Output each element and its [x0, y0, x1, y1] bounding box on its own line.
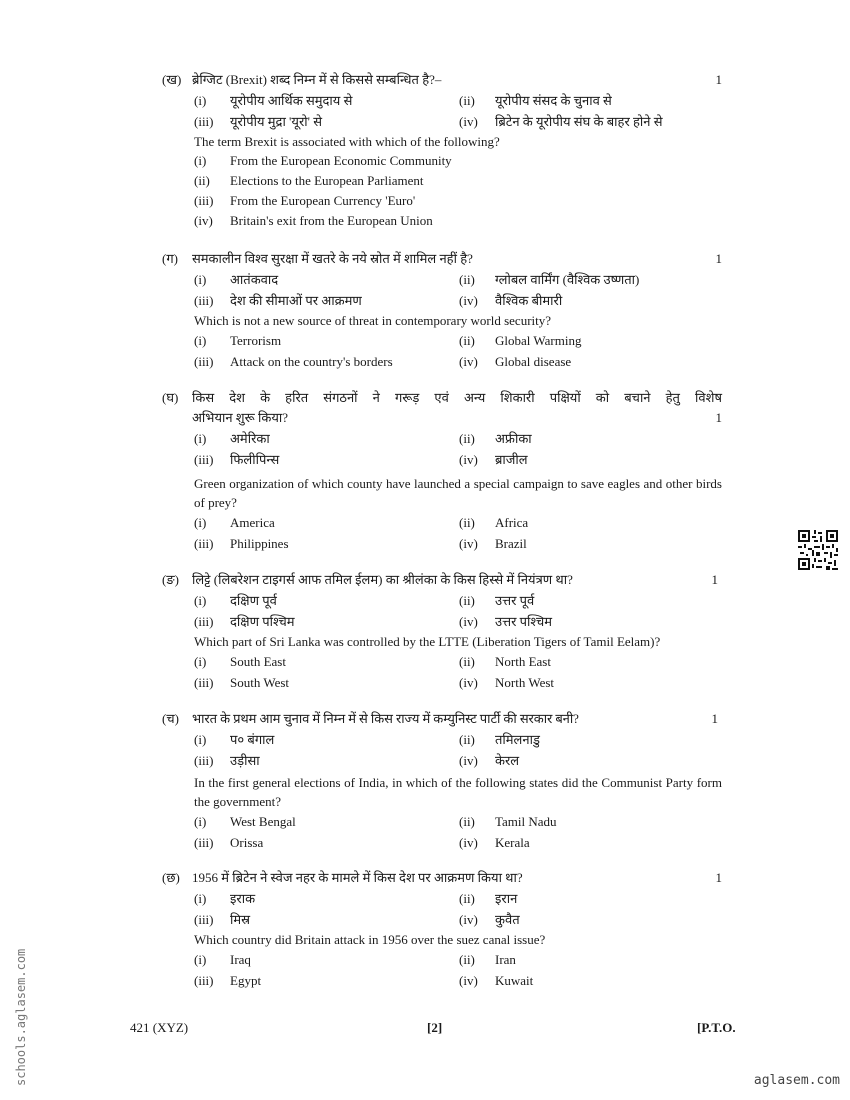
- option-english-iii: (iii) South West: [194, 675, 290, 690]
- option-english-ii: (ii) Global Warming: [459, 333, 582, 348]
- option-hindi-i: (i) दक्षिण पूर्व: [194, 593, 277, 608]
- question-gha: [162, 388, 722, 554]
- question-number: (छ): [162, 870, 180, 885]
- option-english-iii: (iii) From the European Currency 'Euro': [194, 193, 416, 208]
- question-nga: [162, 570, 722, 693]
- question-ga: [162, 249, 722, 372]
- question-text-english: Which is not a new source of threat in contemporary world security?: [194, 313, 552, 328]
- option-english-ii: (ii) North East: [459, 654, 551, 669]
- question-marks: 1: [715, 410, 722, 425]
- question-number: (घ): [162, 390, 179, 405]
- question-text-hindi: लिट्टे (लिबरेशन टाइगर्स आफ तमिल ईलम) का श्रीलंका के किस हिस्से में नियंत्रण था?: [192, 572, 573, 587]
- option-hindi-i: (i) प० बंगाल: [194, 732, 275, 747]
- question-marks: 1: [715, 870, 722, 885]
- option-english-iv: (iv) North West: [459, 675, 555, 690]
- question-marks: 1: [715, 251, 722, 266]
- question-text-english: Which part of Sri Lanka was controlled by the LTTE (Liberation Tigers of Tamil Eelam)?: [194, 634, 661, 649]
- option-hindi-i: (i) आतंकवाद: [194, 272, 279, 287]
- option-english-iv: (iv) Britain's exit from the European Union: [194, 213, 433, 228]
- question-text-english: Which country did Britain attack in 1956 over the suez canal issue?: [194, 932, 546, 947]
- option-hindi-ii: (ii) अफ्रीका: [459, 431, 532, 446]
- option-hindi-iii: (iii) मिस्र: [194, 912, 251, 927]
- option-english-iv: (iv) Kerala: [459, 835, 530, 850]
- option-hindi-i: (i) इराक: [194, 891, 256, 906]
- question-kha: [162, 70, 722, 231]
- option-hindi-iv: (iv) केरल: [459, 753, 520, 768]
- option-hindi-iii: (iii) उड़ीसा: [194, 753, 260, 768]
- question-text-hindi: समकालीन विश्व सुरक्षा में खतरे के नये स्रोत में शामिल नहीं है?: [192, 251, 473, 266]
- qr-code-icon: [798, 530, 838, 570]
- option-hindi-iv: (iv) उत्तर पश्चिम: [459, 614, 552, 629]
- question-number: (च): [162, 711, 179, 726]
- question-chha: [162, 868, 722, 991]
- question-number: (ग): [162, 251, 178, 266]
- option-hindi-iii: (iii) देश की सीमाओं पर आक्रमण: [194, 293, 362, 308]
- option-hindi-ii: (ii) ग्लोबल वार्मिंग (वैश्विक उष्णता): [459, 272, 640, 287]
- please-turn-over: [P.T.O.: [697, 1020, 736, 1035]
- question-marks: 1: [711, 572, 718, 587]
- option-english-iv: (iv) Kuwait: [459, 973, 534, 988]
- question-text-hindi: भारत के प्रथम आम चुनाव में निम्न में से किस राज्य में कम्युनिस्ट पार्टी की सरकार बनी?: [192, 711, 579, 726]
- option-english-i: (i) Iraq: [194, 952, 251, 967]
- option-english-ii: (ii) Elections to the European Parliament: [194, 173, 424, 188]
- question-text-hindi: 1956 में ब्रिटेन ने स्वेज नहर के मामले में किस देश पर आक्रमण किया था?: [192, 870, 523, 885]
- option-hindi-iii: (iii) दक्षिण पश्चिम: [194, 614, 295, 629]
- option-english-ii: (ii) Iran: [459, 952, 516, 967]
- option-hindi-i: (i) यूरोपीय आर्थिक समुदाय से: [194, 93, 353, 108]
- option-hindi-ii: (ii) तमिलनाडु: [459, 732, 540, 747]
- question-text-english: Green organization of which county have launched a special campaign to save eagles and other birds of prey?: [194, 476, 722, 510]
- question-number: (ख): [162, 72, 182, 87]
- paper-code: 421 (XYZ): [130, 1020, 189, 1035]
- question-text-hindi-line1: किस देश के हरित संगठनों ने गरूड़ एवं अन्य शिकारी पक्षियों को बचाने हेतु विशेष: [192, 390, 722, 405]
- option-english-i: (i) From the European Economic Community: [194, 153, 452, 168]
- option-english-iv: (iv) Brazil: [459, 536, 527, 551]
- question-cha: [162, 709, 722, 853]
- option-hindi-ii: (ii) इरान: [459, 891, 518, 906]
- question-marks: 1: [715, 72, 722, 87]
- question-text-hindi: ब्रेग्जिट (Brexit) शब्द निम्न में से किससे सम्बन्धित है?–: [192, 72, 442, 87]
- option-english-i: (i) Terrorism: [194, 333, 282, 348]
- option-hindi-iii: (iii) फिलीपिन्स: [194, 452, 280, 467]
- option-english-iii: (iii) Egypt: [194, 973, 262, 988]
- option-english-i: (i) South East: [194, 654, 286, 669]
- option-hindi-iv: (iv) वैश्विक बीमारी: [459, 293, 563, 308]
- option-hindi-ii: (ii) यूरोपीय संसद के चुनाव से: [459, 93, 612, 108]
- question-text-english: In the first general elections of India, in which of the following states did the Communist Party form the government?: [194, 775, 722, 809]
- option-english-ii: (ii) Africa: [459, 515, 529, 530]
- option-english-iii: (iii) Orissa: [194, 835, 264, 850]
- option-english-i: (i) West Bengal: [194, 814, 296, 829]
- option-hindi-ii: (ii) उत्तर पूर्व: [459, 593, 535, 608]
- option-english-iii: (iii) Attack on the country's borders: [194, 354, 393, 369]
- question-text-hindi-line2: अभियान शुरू किया?: [192, 410, 289, 425]
- option-english-iv: (iv) Global disease: [459, 354, 572, 369]
- question-marks: 1: [711, 711, 718, 726]
- question-text-english: The term Brexit is associated with which of the following?: [194, 134, 500, 149]
- option-english-i: (i) America: [194, 515, 275, 530]
- option-hindi-iv: (iv) ब्राजील: [459, 452, 528, 467]
- option-english-iii: (iii) Philippines: [194, 536, 289, 551]
- page-number: [2]: [427, 1020, 443, 1035]
- option-hindi-iii: (iii) यूरोपीय मुद्रा 'यूरो' से: [194, 114, 323, 129]
- corner-watermark: aglasem.com: [753, 1073, 840, 1088]
- option-english-ii: (ii) Tamil Nadu: [459, 814, 557, 829]
- option-hindi-iv: (iv) कुवैत: [459, 912, 520, 927]
- question-number: (ङ): [162, 572, 179, 587]
- side-watermark: schools.aglasem.com: [14, 948, 28, 1086]
- option-hindi-iv: (iv) ब्रिटेन के यूरोपीय संघ के बाहर होने से: [459, 114, 663, 129]
- option-hindi-i: (i) अमेरिका: [194, 431, 270, 446]
